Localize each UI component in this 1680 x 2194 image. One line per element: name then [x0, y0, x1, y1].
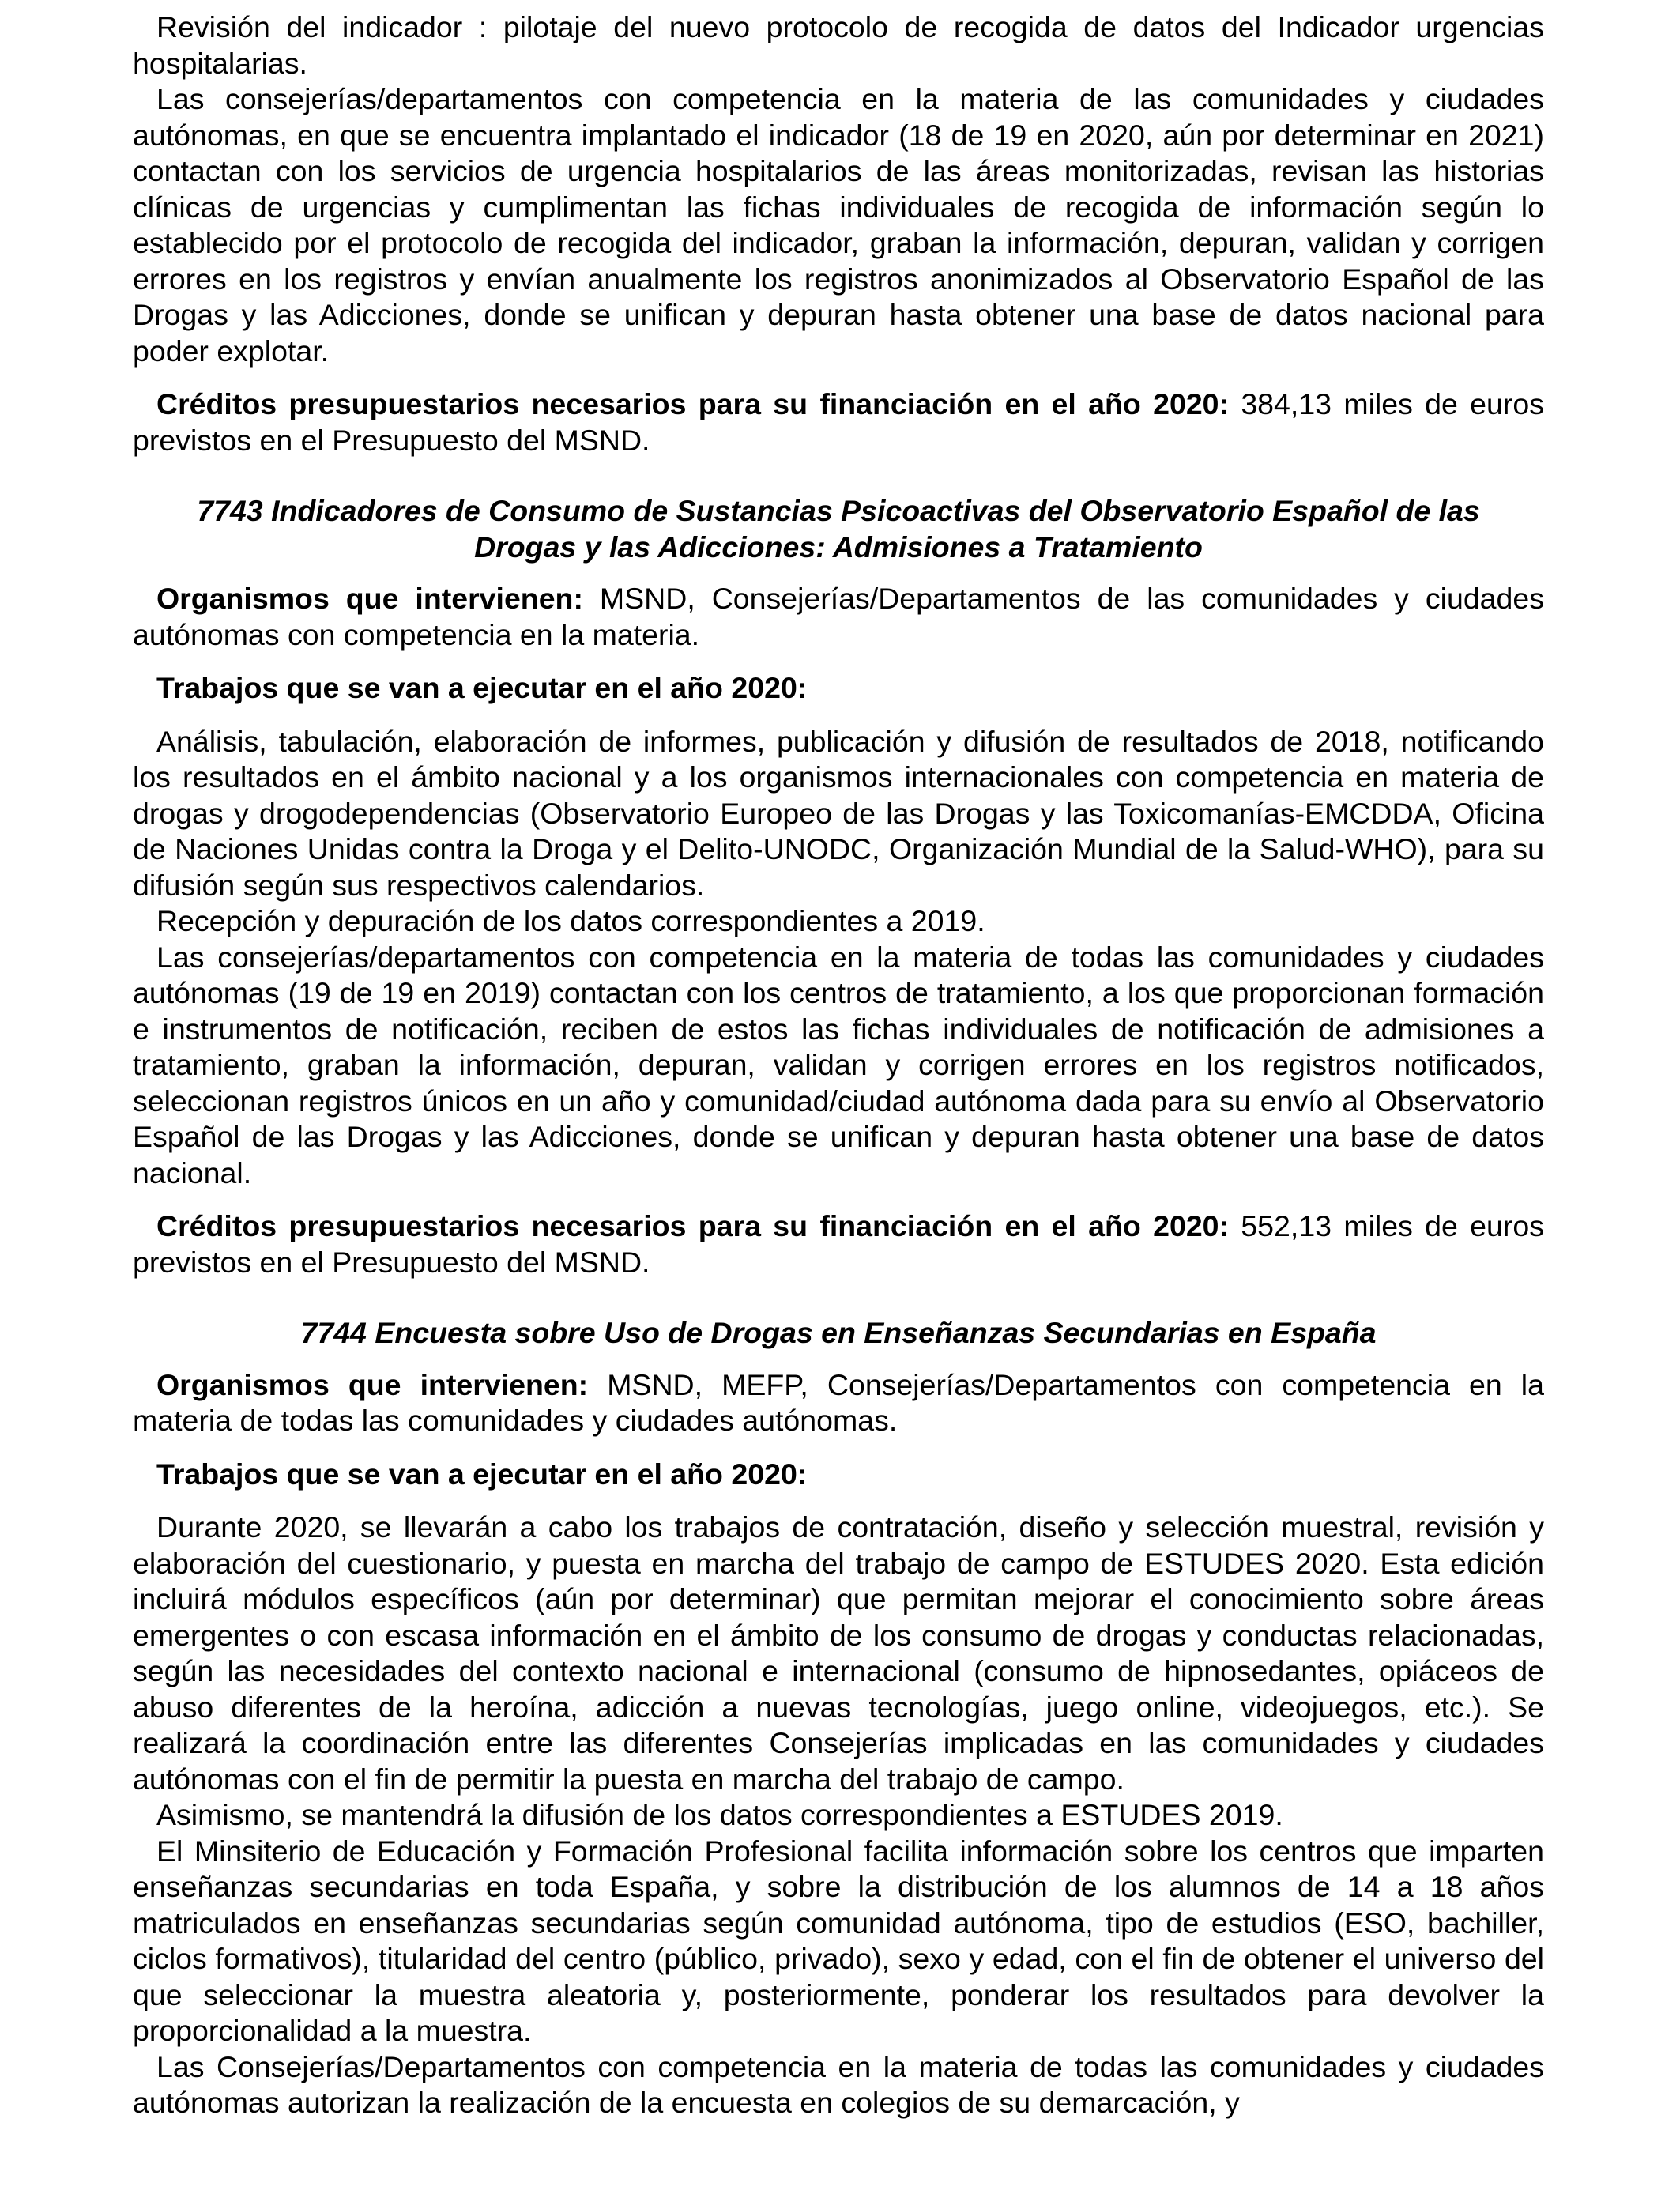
- heading-spacer: [133, 1351, 1544, 1367]
- section-7744-work-consejerias: Las Consejerías/Departamentos con competencia en la materia de todas las comunidades y ciudades autónomas autorizan la realización de la encuesta en colegios de su demarcación, y: [133, 2049, 1544, 2119]
- section-7744-title: 7744 Encuesta sobre Uso de Drogas en Enseñanzas Secundarias en España: [300, 1316, 1377, 1349]
- section-7744-work-ministry: El Minsiterio de Educación y Formación Profesional facilita información sobre los centros que imparten enseñanzas secundarias en toda España, y sobre la distribución de los alumnos de 14 a 18 años matriculados en enseñanzas secundarias según comunidad autónoma, tipo de estudios (ESO, bachiller, ciclos formativos), titularidad del centro (público, privado), sexo y edad, con el fin de obtener el universo del que seleccionar la muestra aleatoria y, posteriormente, ponderar los resultados para devolver la proporcionalidad a la muestra.: [133, 1834, 1544, 2047]
- section-spacer: [133, 458, 1544, 493]
- section-7743-works-heading: Trabajos que se van a ejecutar en el año 2020:: [156, 671, 808, 704]
- section-7743-title: 7743 Indicadores de Consumo de Sustancias Psicoactivas del Observatorio Español de las Drogas y las Adicciones: Admisiones a Tratamiento: [197, 494, 1480, 564]
- section-7744-works-heading: Trabajos que se van a ejecutar en el año 2020:: [156, 1457, 808, 1491]
- organisms-value: MSND, MEFP, Consejerías/Departamentos con competencia en la materia de todas las comunidades y ciudades autónomas.: [133, 1367, 1544, 1437]
- section-7743-work-analysis: Análisis, tabulación, elaboración de informes, publicación y difusión de resultados de 2018, notificando los resultados en el ámbito nacional y a los organismos internacionales con competencia en materia de drogas y drogodependencias (Observatorio Europeo de las Drogas y las Toxicomanías-EMCDDA, Oficina de Naciones Unidas contra la Droga y el Delito-UNODC, Organización Mundial de la Salud-WHO), para su difusión según sus respectivos calendarios.: [133, 724, 1544, 902]
- organisms-label: Organismos que intervienen:: [156, 582, 583, 615]
- organisms-label: Organismos que intervienen:: [156, 1367, 589, 1401]
- credits-value: 552,13 miles de euros previstos en el Presupuesto del MSND.: [133, 1209, 1544, 1279]
- credits-label: Créditos presupuestarios necesarios para su financiación en el año 2020:: [156, 387, 1230, 420]
- intro-process-paragraph: Las consejerías/departamentos con competencia en la materia de las comunidades y ciudades autónomas, en que se encuentra implantado el indicador (18 de 19 en 2020, aún por determinar en 2021) contactan con los servicios de urgencia hospitalarios de las áreas monitorizadas, revisan las historias clínicas de urgencias y cumplimentan las fichas individuales de recogida de información según lo establecido por el protocolo de recogida del indicador, graban la información, depuran, validan y corrigen errores en los registros y envían anualmente los registros anonimizados al Observatorio Español de las Drogas y las Adicciones, donde se unifican y depuran hasta obtener una base de datos nacional para poder explotar.: [133, 82, 1544, 368]
- section-7744-work-fieldwork: Durante 2020, se llevarán a cabo los trabajos de contratación, diseño y selección muestral, revisión y elaboración del cuestionario, y puesta en marcha del trabajo de campo de ESTUDES 2020. Esta edición incluirá módulos específicos (aún por determinar) que permitan mejorar el conocimiento sobre áreas emergentes o con escasa información en el ámbito de los consumo de drogas y conductas relacionadas, según las necesidades del contexto nacional e internacional (consumo de hipnosedantes, opiáceos de abuso diferentes de la heroína, adicción a nuevas tecnologías, juego online, videojuegos, etc.). Se realizará la coordinación entre las diferentes Consejerías implicadas en las comunidades y ciudades autónomas con el fin de permitir la puesta en marcha del trabajo de campo.: [133, 1510, 1544, 1796]
- document-page: [133, 9, 1544, 2121]
- intro-credits-paragraph: [133, 386, 1544, 458]
- section-7744-work-diffusion: Asimismo, se mantendrá la difusión de los datos correspondientes a ESTUDES 2019.: [156, 1798, 1283, 1831]
- heading-spacer: [133, 565, 1544, 581]
- credits-value: 384,13 miles de euros previstos en el Presupuesto del MSND.: [133, 387, 1544, 457]
- section-7743-work-process: Las consejerías/departamentos con competencia en la materia de todas las comunidades y ciudades autónomas (19 de 19 en 2019) contactan con los centros de tratamiento, a los que proporcionan formación e instrumentos de notificación, reciben de estos las fichas individuales de notificación de admisiones a tratamiento, graban la información, depuran, validan y corrigen errores en los registros notificados, seleccionan registros únicos en un año y comunidad/ciudad autónoma dada para su envío al Observatorio Español de las Drogas y las Adicciones, donde se unifican y depuran hasta obtener una base de datos nacional.: [133, 940, 1544, 1189]
- intro-revision-paragraph: Revisión del indicador : pilotaje del nuevo protocolo de recogida de datos del Indicador urgencias hospitalarias.: [133, 10, 1544, 80]
- section-7744-organisms: [133, 1367, 1544, 1439]
- section-7743-work-reception: Recepción y depuración de los datos correspondientes a 2019.: [156, 904, 985, 937]
- section-7743-credits: [133, 1208, 1544, 1280]
- section-7743-organisms: [133, 581, 1544, 653]
- organisms-value: MSND, Consejerías/Departamentos de las comunidades y ciudades autónomas con competencia en la materia.: [133, 582, 1544, 651]
- credits-label: Créditos presupuestarios necesarios para su financiación en el año 2020:: [156, 1209, 1230, 1242]
- section-spacer: [133, 1280, 1544, 1315]
